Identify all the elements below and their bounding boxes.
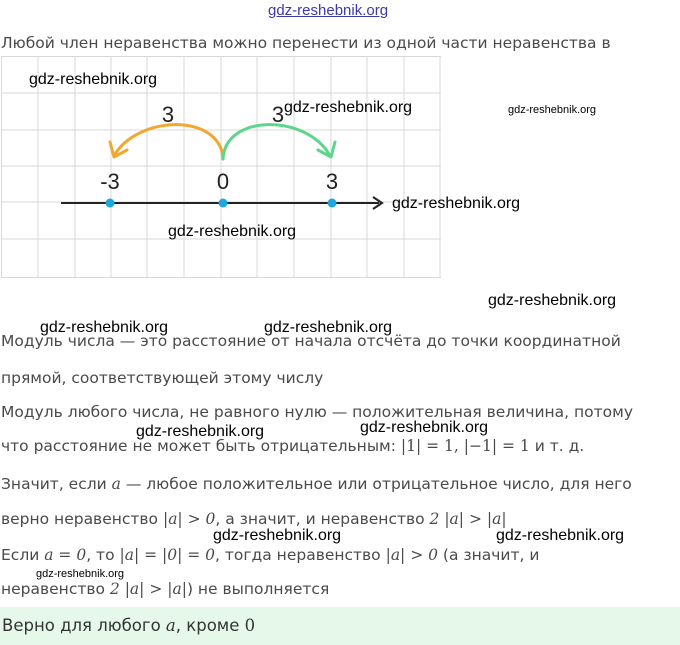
intro-text: Любой член неравенства можно перенести из одной части неравенства в bbox=[1, 34, 611, 52]
watermark: gdz-reshebnik.org bbox=[36, 568, 125, 580]
definition-line-1: Модуль числа — это расстояние от начала отсчёта до точки координатной bbox=[1, 332, 621, 350]
point-label-0: 0 bbox=[216, 169, 230, 194]
math-abs-gt-zero-2: |a| > 0 bbox=[385, 546, 438, 564]
watermark-link[interactable]: gdz-reshebnik.org bbox=[268, 2, 389, 19]
answer-text: Верно для любого a, кроме 0 bbox=[2, 616, 256, 635]
para1-line-2: что расстояние не может быть отрицательным: |1| = 1, |−1| = 1 и т. д. bbox=[1, 437, 585, 455]
left-arc-label: 3 bbox=[161, 102, 175, 127]
math-abs-gt-zero: |a| > 0 bbox=[162, 510, 216, 528]
math-a-zero: a = 0 bbox=[44, 546, 87, 564]
watermark: gdz-reshebnik.org bbox=[168, 223, 297, 240]
number-line-figure bbox=[1, 56, 441, 278]
watermark: gdz-reshebnik.org bbox=[136, 423, 265, 440]
answer-box bbox=[0, 607, 680, 645]
watermark: gdz-reshebnik.org bbox=[392, 195, 521, 212]
math-var-a: a bbox=[111, 475, 121, 493]
point-label-3: 3 bbox=[325, 169, 339, 194]
math-two-abs: 2 |a| > |a| bbox=[429, 510, 507, 528]
watermark: gdz-reshebnik.org bbox=[488, 292, 617, 309]
math-two-abs-2: 2 |a| > |a| bbox=[109, 580, 187, 598]
definition-line-2: прямой, соответствующей этому числу bbox=[1, 369, 324, 387]
watermark: gdz-reshebnik.org bbox=[264, 319, 393, 336]
para2-line-2: верно неравенство |a| > 0, а значит, и неравенство 2 |a| > |a| bbox=[1, 510, 507, 528]
para3-line-2: неравенство 2 |a| > |a|) не выполняется bbox=[1, 580, 330, 598]
watermark: gdz-reshebnik.org bbox=[360, 419, 489, 436]
watermark: gdz-reshebnik.org bbox=[284, 99, 413, 116]
watermark: gdz-reshebnik.org bbox=[213, 527, 342, 544]
para1-line-1: Модуль любого числа, не равного нулю — положительная величина, потому bbox=[1, 403, 634, 421]
watermark: gdz-reshebnik.org bbox=[29, 71, 158, 88]
watermark: gdz-reshebnik.org bbox=[496, 527, 625, 544]
point-3 bbox=[328, 199, 337, 208]
para3-line-1: Если a = 0, то |a| = |0| = 0, тогда неравенство |a| > 0 (а значит, и bbox=[1, 546, 540, 564]
right-arc-label: 3 bbox=[271, 102, 285, 127]
point-neg3 bbox=[106, 199, 115, 208]
watermark: gdz-reshebnik.org bbox=[40, 319, 169, 336]
grid bbox=[1, 56, 441, 278]
point-0 bbox=[219, 199, 228, 208]
point-label-neg3: -3 bbox=[100, 169, 120, 194]
para2-line-1: Значит, если a — любое положительное или отрицательное число, для него bbox=[1, 475, 632, 493]
math-chain: |a| = |0| = 0 bbox=[119, 546, 216, 564]
watermark: gdz-reshebnik.org bbox=[508, 104, 597, 116]
math-abs-examples: |1| = 1, |−1| = 1 bbox=[400, 437, 530, 455]
